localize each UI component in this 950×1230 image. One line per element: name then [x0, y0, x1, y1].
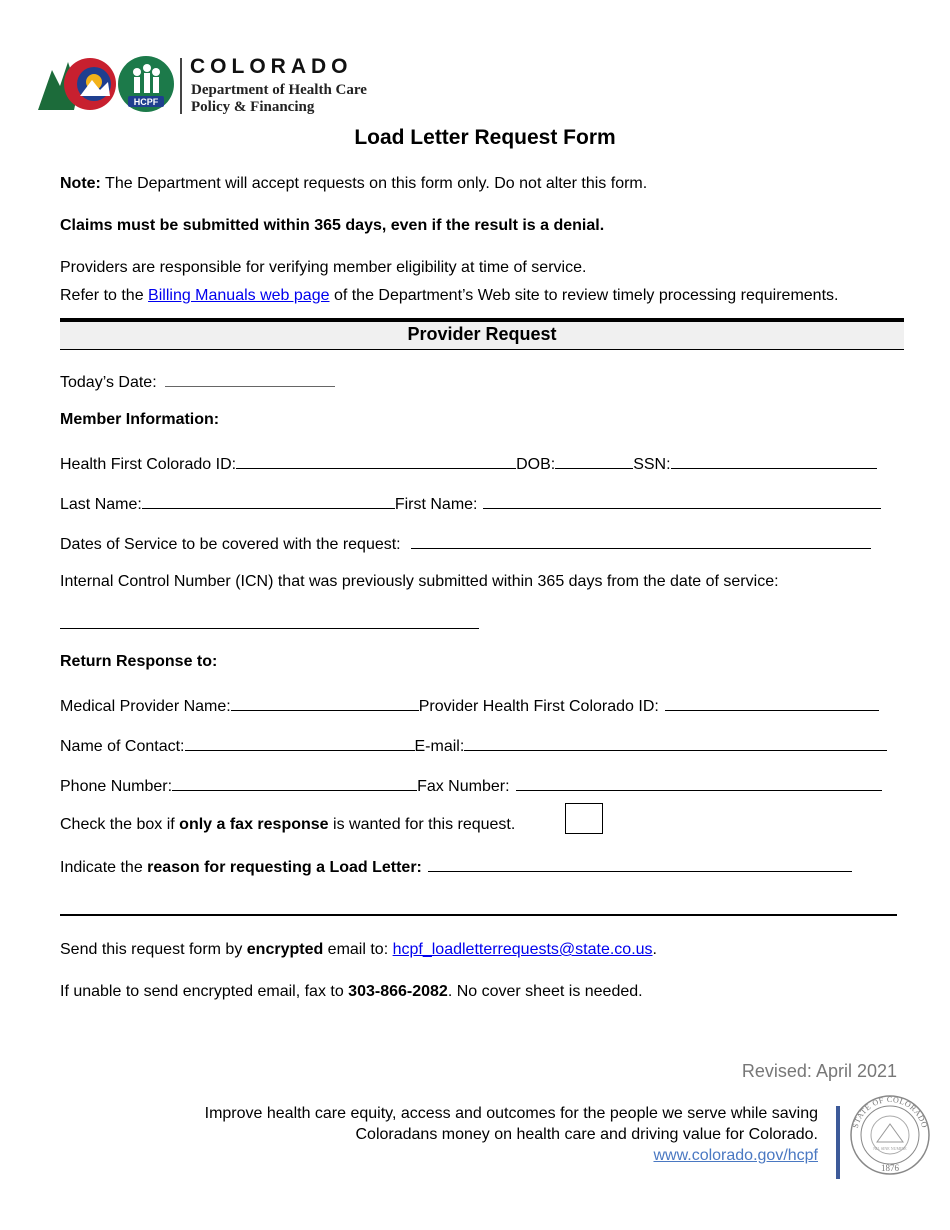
member-name-row — [60, 492, 881, 515]
logo-state-name: COLORADO — [190, 55, 353, 78]
reason-field[interactable] — [428, 855, 852, 872]
provider-row — [60, 694, 879, 717]
provider-hfc-id-field[interactable] — [665, 694, 879, 711]
fax-only-text: Check the box if only a fax response is wanted for this request. — [60, 816, 516, 833]
icn-label: Internal Control Number (ICN) that was previously submitted within 365 days from the date of service: — [60, 573, 779, 590]
reason-label: reason for requesting a Load Letter: — [147, 859, 422, 876]
billing-manuals-link[interactable]: Billing Manuals web page — [148, 287, 330, 304]
state-seal-icon — [845, 1094, 935, 1178]
email-label: E-mail: — [414, 738, 465, 755]
svg-text:STATE OF COLORADO: STATE OF COLORADO — [850, 1094, 930, 1130]
todays-date-field[interactable] — [165, 370, 335, 387]
footer-divider — [836, 1106, 840, 1179]
fax-only-checkbox[interactable] — [565, 803, 603, 834]
first-name-label: First Name: — [394, 496, 478, 513]
medical-provider-field[interactable] — [231, 694, 419, 711]
last-name-label: Last Name: — [60, 496, 142, 513]
request-email-link[interactable]: hcpf_loadletterrequests@state.co.us — [392, 941, 653, 958]
member-id-row — [60, 452, 877, 475]
fax-number: 303-866-2082 — [348, 983, 448, 1000]
medical-provider-label: Medical Provider Name: — [60, 698, 231, 715]
todays-date-row — [60, 370, 335, 393]
ssn-label: SSN: — [633, 456, 671, 473]
dob-label: DOB: — [516, 456, 556, 473]
colorado-hcpf-logo — [38, 52, 178, 116]
ssn-field[interactable] — [671, 452, 877, 469]
svg-text:NIL SINE NUMINE: NIL SINE NUMINE — [873, 1146, 907, 1151]
svg-text:HCPF: HCPF — [133, 97, 159, 107]
contact-name-label: Name of Contact: — [60, 738, 185, 755]
dob-field[interactable] — [555, 452, 633, 469]
footer-mission: Improve health care equity, access and outcomes for the people we serve while saving Coloradans money on health care and driving value for Colorado. www.colorado.gov/hcpf — [204, 1105, 818, 1164]
contact-name-field[interactable] — [185, 734, 415, 751]
refer-paragraph: Refer to the Billing Manuals web page of the Department’s Web site to review timely processing requirements. — [60, 287, 839, 304]
return-response-heading: Return Response to: — [60, 653, 218, 670]
first-name-field[interactable] — [483, 492, 881, 509]
hfc-id-label: Health First Colorado ID: — [60, 456, 237, 473]
revised-date: Revised: April 2021 — [741, 1061, 897, 1081]
note-paragraph: Note: The Department will accept requests on this form only. Do not alter this form. — [60, 175, 648, 192]
fax-label: Fax Number: — [417, 778, 510, 795]
dates-of-service-row — [60, 532, 871, 555]
page-title: Load Letter Request Form — [354, 126, 616, 149]
logo-divider — [180, 58, 182, 114]
phone-label: Phone Number: — [60, 778, 173, 795]
todays-date-label: Today’s Date: — [60, 374, 157, 391]
dates-of-service-field[interactable] — [411, 532, 871, 549]
member-info-heading: Member Information: — [60, 411, 220, 428]
fax-field[interactable] — [516, 774, 882, 791]
contact-row — [60, 734, 887, 757]
last-name-field[interactable] — [142, 492, 395, 509]
provider-request-banner: Provider Request — [60, 318, 904, 350]
reason-field-continued[interactable] — [60, 914, 897, 916]
svg-text:1876: 1876 — [881, 1163, 899, 1173]
providers-notice: Providers are responsible for verifying member eligibility at time of service. — [60, 259, 587, 276]
phone-fax-row — [60, 774, 882, 797]
icn-field[interactable] — [60, 628, 479, 629]
send-instructions: Send this request form by encrypted email to: hcpf_loadletterrequests@state.co.us. — [60, 941, 657, 958]
claims-notice: Claims must be submitted within 365 days, even if the result is a denial. — [60, 217, 605, 234]
hfc-id-field[interactable] — [236, 452, 516, 469]
provider-hfc-id-label: Provider Health First Colorado ID: — [418, 698, 659, 715]
logo-department-name: Department of Health Care Policy & Financing — [191, 82, 367, 115]
email-field[interactable] — [464, 734, 887, 751]
dates-of-service-label: Dates of Service to be covered with the request: — [60, 536, 401, 553]
fax-instructions: If unable to send encrypted email, fax to 303-866-2082. No cover sheet is needed. — [60, 983, 643, 1000]
reason-row: Indicate the reason for requesting a Load Letter: — [60, 855, 852, 878]
footer-website-link[interactable]: www.colorado.gov/hcpf — [653, 1147, 818, 1164]
phone-field[interactable] — [172, 774, 417, 791]
